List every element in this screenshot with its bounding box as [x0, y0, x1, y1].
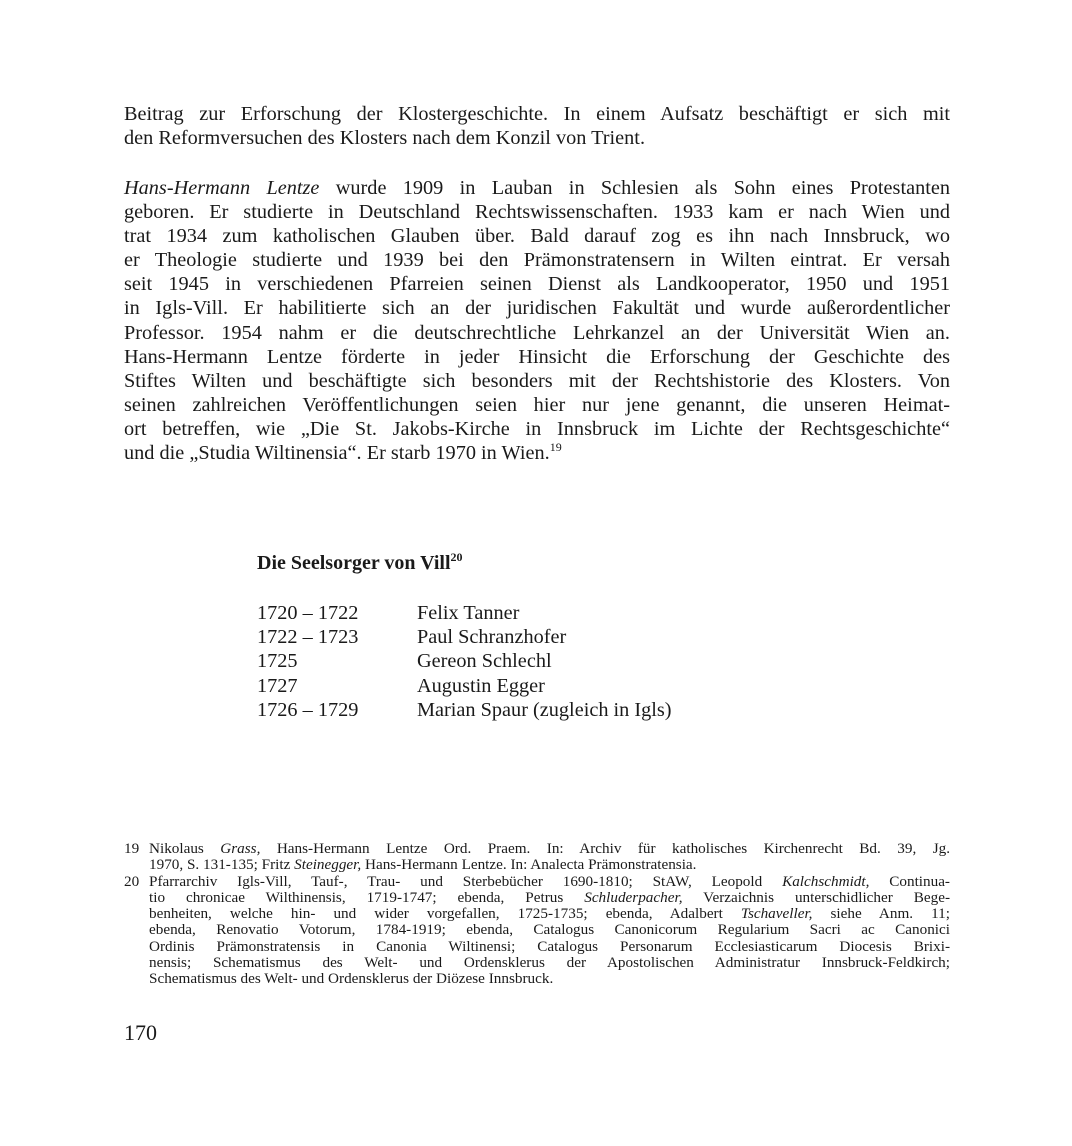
list-item — [257, 649, 672, 673]
text-line: Professor. 1954 nahm er die deutschrechtliche Lehrkanzel an der Universität Wien an. — [124, 321, 950, 344]
footnote-line: Schematismus des Welt- und Ordensklerus der Diözese Innsbruck. — [149, 970, 554, 988]
pastor-name: Augustin Egger — [417, 674, 545, 697]
text-line: Hans-Hermann Lentze förderte in jeder Hinsicht die Erforschung der Geschichte des — [124, 345, 950, 368]
pastor-list — [257, 601, 672, 722]
text-line: er Theologie studierte und 1939 bei den Prämonstratensern in Wilten eintrat. Er versah — [124, 249, 950, 272]
footnote-ref-20[interactable]: 20 — [450, 550, 463, 564]
list-item — [257, 601, 672, 625]
text-line: seinen zahlreichen Veröffentlichungen seien hier nur jene genannt, die unseren Heimat- — [124, 393, 950, 416]
text-line: trat 1934 zum katholischen Glauben über. Bald darauf zog es ihn nach Innsbruck, wo — [124, 225, 950, 248]
footnote-ref-19[interactable]: 19 — [549, 440, 562, 455]
text-line: und die „Studia Wiltinensia“. Er starb 1970 in Wien.$^{19}$ — [124, 440, 562, 465]
footnote-line: Pfarrarchiv Igls-Vill, Tauf-, Trau- und Sterbebücher 1690-1810; StAW, Leopold Kalchschmidt, Continua- — [149, 872, 950, 890]
paragraph-klostergeschichte — [124, 102, 950, 150]
text-line: ort betreffen, wie „Die St. Jakobs-Kirche in Innsbruck im Lichte der Rechtsgeschichte“ — [124, 417, 950, 440]
footnote-line: ebenda, Renovatio Votorum, 1784-1919; ebenda, Catalogus Canonicorum Regularium Sacri ac Canonici — [149, 921, 950, 939]
text-line: Hans-Hermann Lentze wurde 1909 in Lauban in Schlesien als Sohn eines Protestanten — [124, 177, 950, 199]
text-line: Stiftes Wilten und beschäftigte sich besonders mit der Rechtshistorie des Klosters. Von — [124, 369, 950, 392]
footnote-line: Ordinis Prämonstratensis in Canonia Wiltinensi; Catalogus Personarum Ecclesiasticarum Diocesis Brixi- — [149, 937, 950, 955]
text-line: geboren. Er studierte in Deutschland Rechtswissenschaften. 1933 kam er nach Wien und — [124, 201, 950, 224]
section-heading: Die Seelsorger von Vill$^{20}$ — [257, 550, 463, 574]
footnote-line: Nikolaus Grass, Hans-Hermann Lentze Ord. Praem. In: Archiv für katholisches Kirchenrecht Bd. 39, Jg. — [149, 840, 950, 857]
pastor-years: 1725 — [257, 650, 298, 673]
list-item — [257, 698, 672, 722]
text-line: in Igls-Vill. Er habilitierte sich an der juridischen Fakultät und wurde außerordentlicher — [124, 297, 950, 320]
footnotes — [124, 841, 950, 988]
pastor-years: 1727 — [257, 674, 298, 697]
footnote-19 — [124, 841, 950, 874]
footnote-20 — [124, 874, 950, 988]
footnote-line: tio chronicae Wilthinensis, 1719-1747; ebenda, Petrus Schluderpacher, Verzaichnis unterschidlicher Bege- — [149, 888, 950, 906]
pastor-name: Felix Tanner — [417, 602, 520, 624]
text-line: seit 1945 in verschiedenen Pfarreien seinen Dienst als Landkooperator, 1950 und 1951 — [124, 273, 950, 296]
pastor-name: Marian Spaur (zugleich in Igls) — [417, 698, 672, 721]
page-number: 170 — [124, 1020, 157, 1045]
list-item — [257, 674, 672, 698]
footnote-line: 1970, S. 131-135; Fritz Steinegger, Hans-Hermann Lentze. In: Analecta Prämonstratensia. — [149, 856, 697, 874]
footnote-number: 19 — [124, 840, 140, 857]
footnote-line: benheiten, welche hin- und wider vorgefallen, 1725-1735; ebenda, Adalbert Tschaveller, siehe Anm. 11; — [149, 905, 950, 923]
text-line: Beitrag zur Erforschung der Klostergeschichte. In einem Aufsatz beschäftigt er sich mit — [124, 103, 950, 125]
paragraph-lentze-biography — [124, 176, 950, 465]
footnote-number: 20 — [124, 872, 140, 890]
pastor-name: Paul Schranzhofer — [417, 626, 567, 649]
pastor-name: Gereon Schlechl — [417, 650, 552, 673]
pastor-years: 1726 – 1729 — [257, 698, 359, 721]
text-line: den Reformversuchen des Klosters nach dem Konzil von Trient. — [124, 127, 646, 150]
pastor-years: 1722 – 1723 — [257, 626, 359, 649]
footnote-line: nensis; Schematismus des Welt- und Ordensklerus der Apostolischen Administratur Innsbruck-Feldkirch; — [149, 954, 950, 972]
list-item — [257, 625, 672, 649]
person-name-italic: Hans-Hermann Lentze — [124, 177, 320, 199]
pastor-years: 1720 – 1722 — [257, 602, 359, 624]
